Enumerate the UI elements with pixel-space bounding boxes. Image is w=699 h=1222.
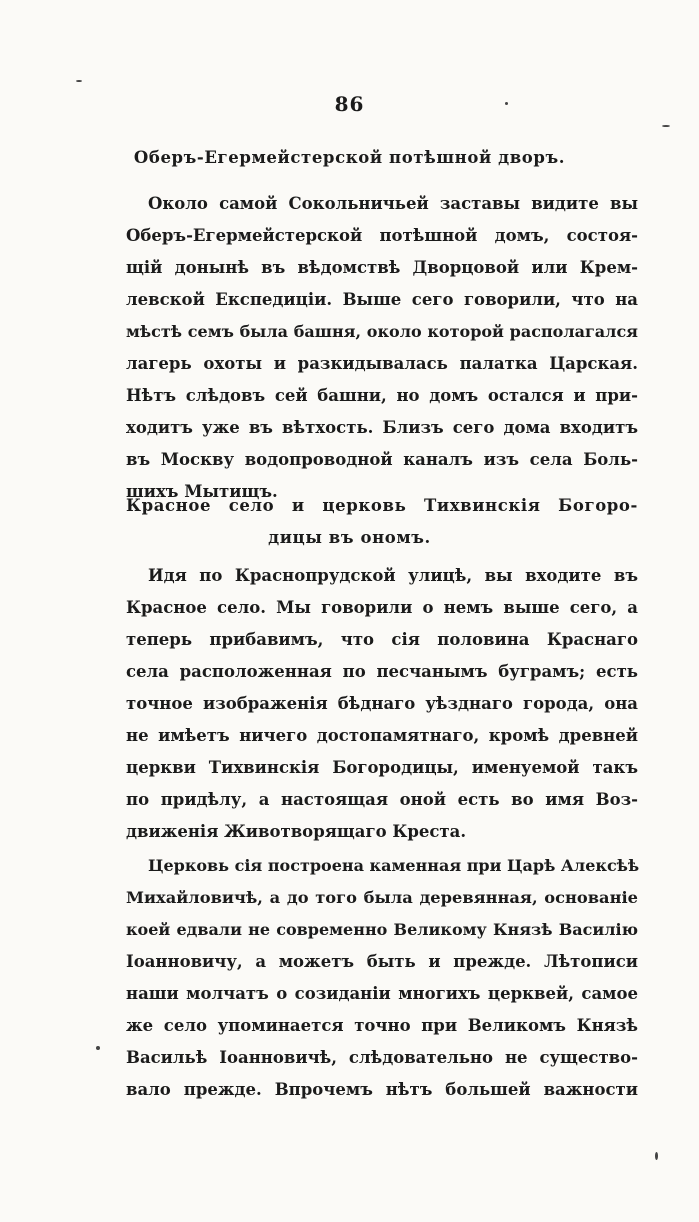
section-2-paragraph-2 bbox=[126, 850, 638, 1106]
section-1-paragraph bbox=[126, 188, 638, 508]
text-line: левской Експедиціи. Выше сего говорили, что на bbox=[126, 290, 638, 309]
text-line: Около самой Сокольничьей заставы видите вы bbox=[148, 194, 638, 213]
text-line: Іоанновичу, а можетъ быть и прежде. Лѣтописи bbox=[126, 952, 638, 971]
section-heading-2-line-1: Красное село и церковь Тихвинскія Богоро- bbox=[126, 496, 638, 515]
text-line: въ Москву водопроводной каналъ изъ села Боль- bbox=[126, 450, 638, 469]
text-line: по придѣлу, а настоящая оной есть во имя Воз- bbox=[126, 790, 638, 809]
text-line: Церковь сія построена каменная при Царѣ Алексѣѣ bbox=[148, 856, 640, 875]
text-line: Идя по Краснопрудской улицѣ, вы входите въ bbox=[148, 566, 638, 585]
section-heading-1: Оберъ-Егермейстерской потѣшной дворъ. bbox=[133, 148, 566, 167]
text-line: ходитъ уже въ вѣтхость. Близъ сего дома входитъ bbox=[126, 418, 638, 437]
text-line: Оберъ-Егермейстерской потѣшной домъ, состоя- bbox=[126, 226, 638, 245]
text-line: шихъ Мытищъ. bbox=[126, 482, 278, 501]
text-line: церкви Тихвинскія Богородицы, именуемой такъ bbox=[126, 758, 638, 777]
text-line: Михайловичѣ, а до того была деревянная, основаніе bbox=[126, 888, 638, 907]
text-line: теперь прибавимъ, что сія половина Краснаго bbox=[126, 630, 638, 649]
text-line: щій донынѣ въ вѣдомствѣ Дворцовой или Крем- bbox=[126, 258, 638, 277]
text-line: не имѣетъ ничего достопамятнаго, кромѣ древней bbox=[126, 726, 638, 745]
page-number: 86 bbox=[334, 92, 365, 116]
text-line: вало прежде. Впрочемъ нѣтъ большей важности bbox=[126, 1080, 638, 1099]
text-line: точное изображенія бѣднаго уѣзднаго города, она bbox=[126, 694, 638, 713]
text-line: мѣстѣ семъ была башня, около которой располагался bbox=[126, 322, 638, 341]
text-line: Нѣтъ слѣдовъ сей башни, но домъ остался и при- bbox=[126, 386, 638, 405]
section-2-paragraph-1 bbox=[126, 560, 638, 848]
text-line: коей едвали не современно Великому Князѣ Василію bbox=[126, 920, 638, 939]
scan-speck bbox=[655, 1152, 658, 1160]
text-line: Красное село. Мы говорили о немъ выше сего, а bbox=[126, 598, 638, 617]
text-line: лагерь охоты и разкидывалась палатка Царская. bbox=[126, 354, 638, 373]
text-line: движенія Животворящаго Креста. bbox=[126, 822, 467, 841]
text-line: Васильѣ Іоанновичѣ, слѣдовательно не существо- bbox=[126, 1048, 638, 1067]
scan-speck bbox=[662, 125, 670, 127]
scan-speck bbox=[76, 80, 82, 82]
scan-speck bbox=[96, 1046, 100, 1050]
text-line: же село упоминается точно при Великомъ Князѣ bbox=[126, 1016, 638, 1035]
scan-speck bbox=[505, 102, 508, 105]
text-line: села расположенная по песчанымъ буграмъ; есть bbox=[126, 662, 638, 681]
section-heading-2-line-2: дицы въ ономъ. bbox=[268, 528, 431, 547]
text-line: наши молчатъ о созиданіи многихъ церквей, самое bbox=[126, 984, 638, 1003]
